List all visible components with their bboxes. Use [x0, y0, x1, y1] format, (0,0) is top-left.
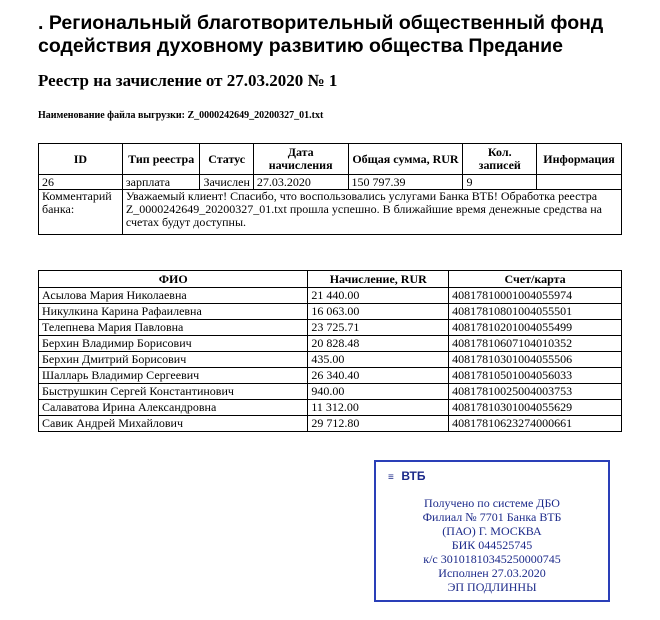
- header-fio: ФИО: [39, 271, 308, 288]
- comment-label: Комментарий банка:: [39, 190, 123, 235]
- row-account: 40817810201004055499: [449, 320, 622, 336]
- table-row: [39, 304, 622, 320]
- row-account: 40817810607104010352: [449, 336, 622, 352]
- table-row: [39, 416, 622, 432]
- header-registry-type: Тип реестра: [122, 144, 200, 175]
- table-row: [39, 288, 622, 304]
- row-fio: Быструшкин Сергей Константинович: [39, 384, 308, 400]
- cell-registry-type: зарплата: [122, 175, 200, 190]
- row-account: 40817810025004003753: [449, 384, 622, 400]
- cell-total-sum: 150 797.39: [348, 175, 463, 190]
- comment-row: [39, 190, 622, 235]
- table-row: [39, 320, 622, 336]
- row-amount: 16 063.00: [308, 304, 449, 320]
- summary-data-row: [39, 175, 622, 190]
- vtb-logo: [388, 469, 426, 483]
- registry-summary-table: [38, 143, 622, 235]
- row-account: 40817810501004056033: [449, 368, 622, 384]
- table-row: [39, 336, 622, 352]
- row-fio: Берхин Дмитрий Борисович: [39, 352, 308, 368]
- row-fio: Никулкина Карина Рафаилевна: [39, 304, 308, 320]
- header-info: Информация: [537, 144, 622, 175]
- header-record-count: Кол. записей: [463, 144, 537, 175]
- cell-status: Зачислен: [200, 175, 253, 190]
- table-row: [39, 400, 622, 416]
- row-amount: 26 340.40: [308, 368, 449, 384]
- table-row: [39, 352, 622, 368]
- header-accrual: Начисление, RUR: [308, 271, 449, 288]
- payments-header-row: [39, 271, 622, 288]
- stamp-line-branch: Филиал № 7701 Банка ВТБ: [422, 510, 562, 524]
- row-fio: Шалларь Владимир Сергеевич: [39, 368, 308, 384]
- stamp-line-city: (ПАО) Г. МОСКВА: [442, 524, 542, 538]
- stamp-line-ep: ЭП ПОДЛИННЫ: [447, 580, 537, 594]
- row-account: 40817810301004055629: [449, 400, 622, 416]
- row-fio: Берхин Владимир Борисович: [39, 336, 308, 352]
- row-account: 40817810801004055501: [449, 304, 622, 320]
- bank-stamp: [374, 460, 610, 602]
- row-amount: 29 712.80: [308, 416, 449, 432]
- vtb-logo-text: ВТБ: [401, 469, 426, 483]
- row-fio: Савик Андрей Михайлович: [39, 416, 308, 432]
- row-fio: Телепнева Мария Павловна: [39, 320, 308, 336]
- cell-info: [537, 175, 622, 190]
- table-row: [39, 368, 622, 384]
- row-fio: Салаватова Ирина Александровна: [39, 400, 308, 416]
- row-amount: 23 725.71: [308, 320, 449, 336]
- row-fio: Асылова Мария Николаевна: [39, 288, 308, 304]
- row-account: 40817810301004055506: [449, 352, 622, 368]
- stamp-line-bik: БИК 044525745: [451, 538, 533, 552]
- row-amount: 435.00: [308, 352, 449, 368]
- header-status: Статус: [200, 144, 253, 175]
- row-amount: 21 440.00: [308, 288, 449, 304]
- row-account: 40817810623274000661: [449, 416, 622, 432]
- header-id: ID: [39, 144, 123, 175]
- stamp-line-executed: Исполнен 27.03.2020: [438, 566, 546, 580]
- header-total-sum: Общая сумма, RUR: [348, 144, 463, 175]
- row-amount: 11 312.00: [308, 400, 449, 416]
- summary-header-row: [39, 144, 622, 175]
- vtb-mark-icon: ≡: [388, 472, 392, 483]
- comment-text: Уважаемый клиент! Спасибо, что воспользовались услугами Банка ВТБ! Обработка реестра Z_0000242649_20200327_01.txt прошла успешно. В ближайшие время денежные средства на счетах будут доступны.: [122, 190, 621, 235]
- payments-table: [38, 270, 622, 432]
- row-account: 40817810001004055974: [449, 288, 622, 304]
- stamp-line-ks: к/с 30101810345250000745: [423, 552, 561, 566]
- row-amount: 20 828.48: [308, 336, 449, 352]
- header-account: Счет/карта: [449, 271, 622, 288]
- registry-title: Реестр на зачисление от 27.03.2020 № 1: [38, 71, 338, 90]
- row-amount: 940.00: [308, 384, 449, 400]
- cell-id: 26: [39, 175, 123, 190]
- cell-date: 27.03.2020: [253, 175, 348, 190]
- header-date: Дата начисления: [253, 144, 348, 175]
- cell-record-count: 9: [463, 175, 537, 190]
- export-filename: Наименование файла выгрузки: Z_0000242649_20200327_01.txt: [38, 110, 324, 121]
- table-row: [39, 384, 622, 400]
- stamp-line-received: Получено по системе ДБО: [424, 496, 560, 510]
- organization-title: . Региональный благотворительный общественный фонд содействия духовному развитию общества Предание: [38, 12, 604, 57]
